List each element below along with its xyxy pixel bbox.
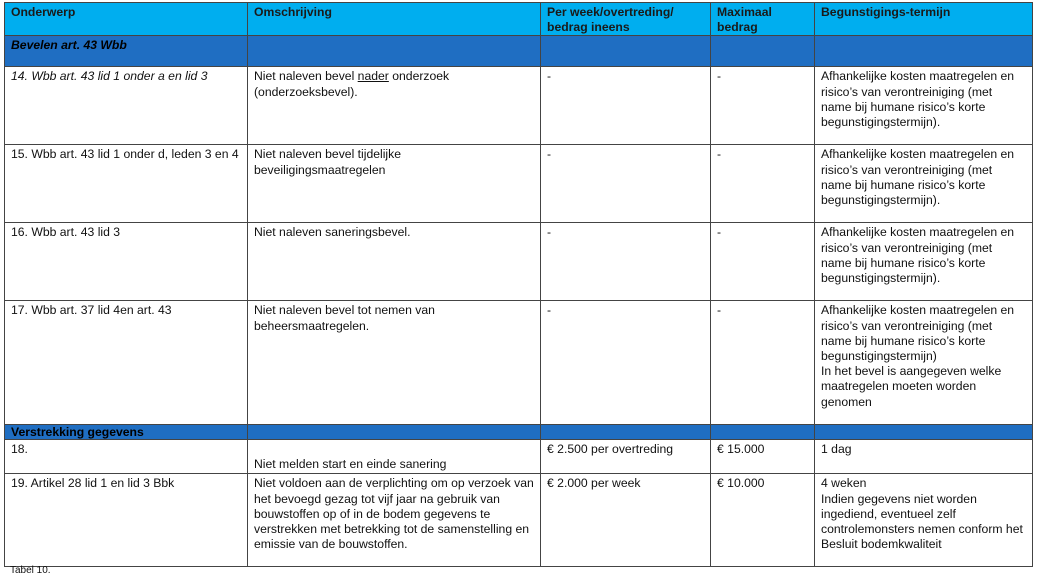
cell-onderwerp: 17. Wbb art. 37 lid 4en art. 43 bbox=[5, 301, 248, 425]
cell-per-week: - bbox=[541, 301, 711, 425]
cell-onderwerp: 18. bbox=[5, 440, 248, 474]
section-title: Verstrekking gegevens bbox=[5, 425, 248, 440]
cell-termijn: 4 weken Indien gegevens niet worden ingediend, eventueel zelf controlemonsters nemen conform het Besluit bodemkwaliteit bbox=[815, 474, 1033, 567]
cell-maximaal: - bbox=[711, 145, 815, 223]
table-row bbox=[5, 474, 1033, 567]
cell-per-week: - bbox=[541, 67, 711, 145]
cell-omschrijving: Niet naleven bevel tot nemen van beheersmaatregelen. bbox=[248, 301, 541, 425]
cell-maximaal: - bbox=[711, 301, 815, 425]
table-row bbox=[5, 440, 1033, 474]
header-onderwerp: Onderwerp bbox=[5, 3, 248, 36]
cell-onderwerp: 14. Wbb art. 43 lid 1 onder a en lid 3 bbox=[5, 67, 248, 145]
cell-termijn: Afhankelijke kosten maatregelen en risico’s van verontreiniging (met name bij humane risico’s korte begunstigingstermijn). bbox=[815, 67, 1033, 145]
cell-omschrijving: Niet voldoen aan de verplichting om op verzoek van het bevoegd gezag tot vijf jaar na gebruik van bouwstoffen op of in de bodem gegevens te verstrekken met betrekking tot de samenstelling en emissie van de bouwstoffen. bbox=[248, 474, 541, 567]
cell-maximaal: € 15.000 bbox=[711, 440, 815, 474]
section-row-verstrekking bbox=[5, 425, 1033, 440]
cell-termijn: 1 dag bbox=[815, 440, 1033, 474]
header-maximaal: Maximaal bedrag bbox=[711, 3, 815, 36]
cell-omschrijving: Niet naleven bevel tijdelijke beveiligingsmaatregelen bbox=[248, 145, 541, 223]
cell-onderwerp: 15. Wbb art. 43 lid 1 onder d, leden 3 en 4 bbox=[5, 145, 248, 223]
cell-maximaal: - bbox=[711, 223, 815, 301]
cell-termijn: Afhankelijke kosten maatregelen en risico’s van verontreiniging (met name bij humane risico’s korte begunstigingstermijn) In het bevel is aangegeven welke maatregelen moeten worden genomen bbox=[815, 301, 1033, 425]
header-termijn: Begunstigings-termijn bbox=[815, 3, 1033, 36]
cell-maximaal: - bbox=[711, 67, 815, 145]
cell-omschrijving: Niet melden start en einde sanering bbox=[248, 440, 541, 474]
section-title: Bevelen art. 43 Wbb bbox=[5, 36, 248, 67]
table-header-row bbox=[5, 3, 1033, 36]
table-caption: Tabel 10. bbox=[10, 565, 51, 576]
cell-onderwerp: 19. Artikel 28 lid 1 en lid 3 Bbk bbox=[5, 474, 248, 567]
table-row bbox=[5, 223, 1033, 301]
cell-onderwerp: 16. Wbb art. 43 lid 3 bbox=[5, 223, 248, 301]
table-row bbox=[5, 67, 1033, 145]
cell-per-week: € 2.500 per overtreding bbox=[541, 440, 711, 474]
cell-omschrijving: Niet naleven saneringsbevel. bbox=[248, 223, 541, 301]
header-per-week: Per week/overtreding/ bedrag ineens bbox=[541, 3, 711, 36]
cell-maximaal: € 10.000 bbox=[711, 474, 815, 567]
cell-termijn: Afhankelijke kosten maatregelen en risico’s van verontreiniging (met name bij humane risico’s korte begunstigingstermijn). bbox=[815, 223, 1033, 301]
table-row bbox=[5, 301, 1033, 425]
cell-per-week: - bbox=[541, 145, 711, 223]
cell-omschrijving: Niet naleven bevel nader onderzoek (onderzoeksbevel). bbox=[248, 67, 541, 145]
header-omschrijving: Omschrijving bbox=[248, 3, 541, 36]
sanctions-table bbox=[4, 2, 1033, 567]
section-row-bevelen bbox=[5, 36, 1033, 67]
cell-termijn: Afhankelijke kosten maatregelen en risico’s van verontreiniging (met name bij humane risico’s korte begunstigingstermijn). bbox=[815, 145, 1033, 223]
table-row bbox=[5, 145, 1033, 223]
cell-per-week: - bbox=[541, 223, 711, 301]
cell-per-week: € 2.000 per week bbox=[541, 474, 711, 567]
